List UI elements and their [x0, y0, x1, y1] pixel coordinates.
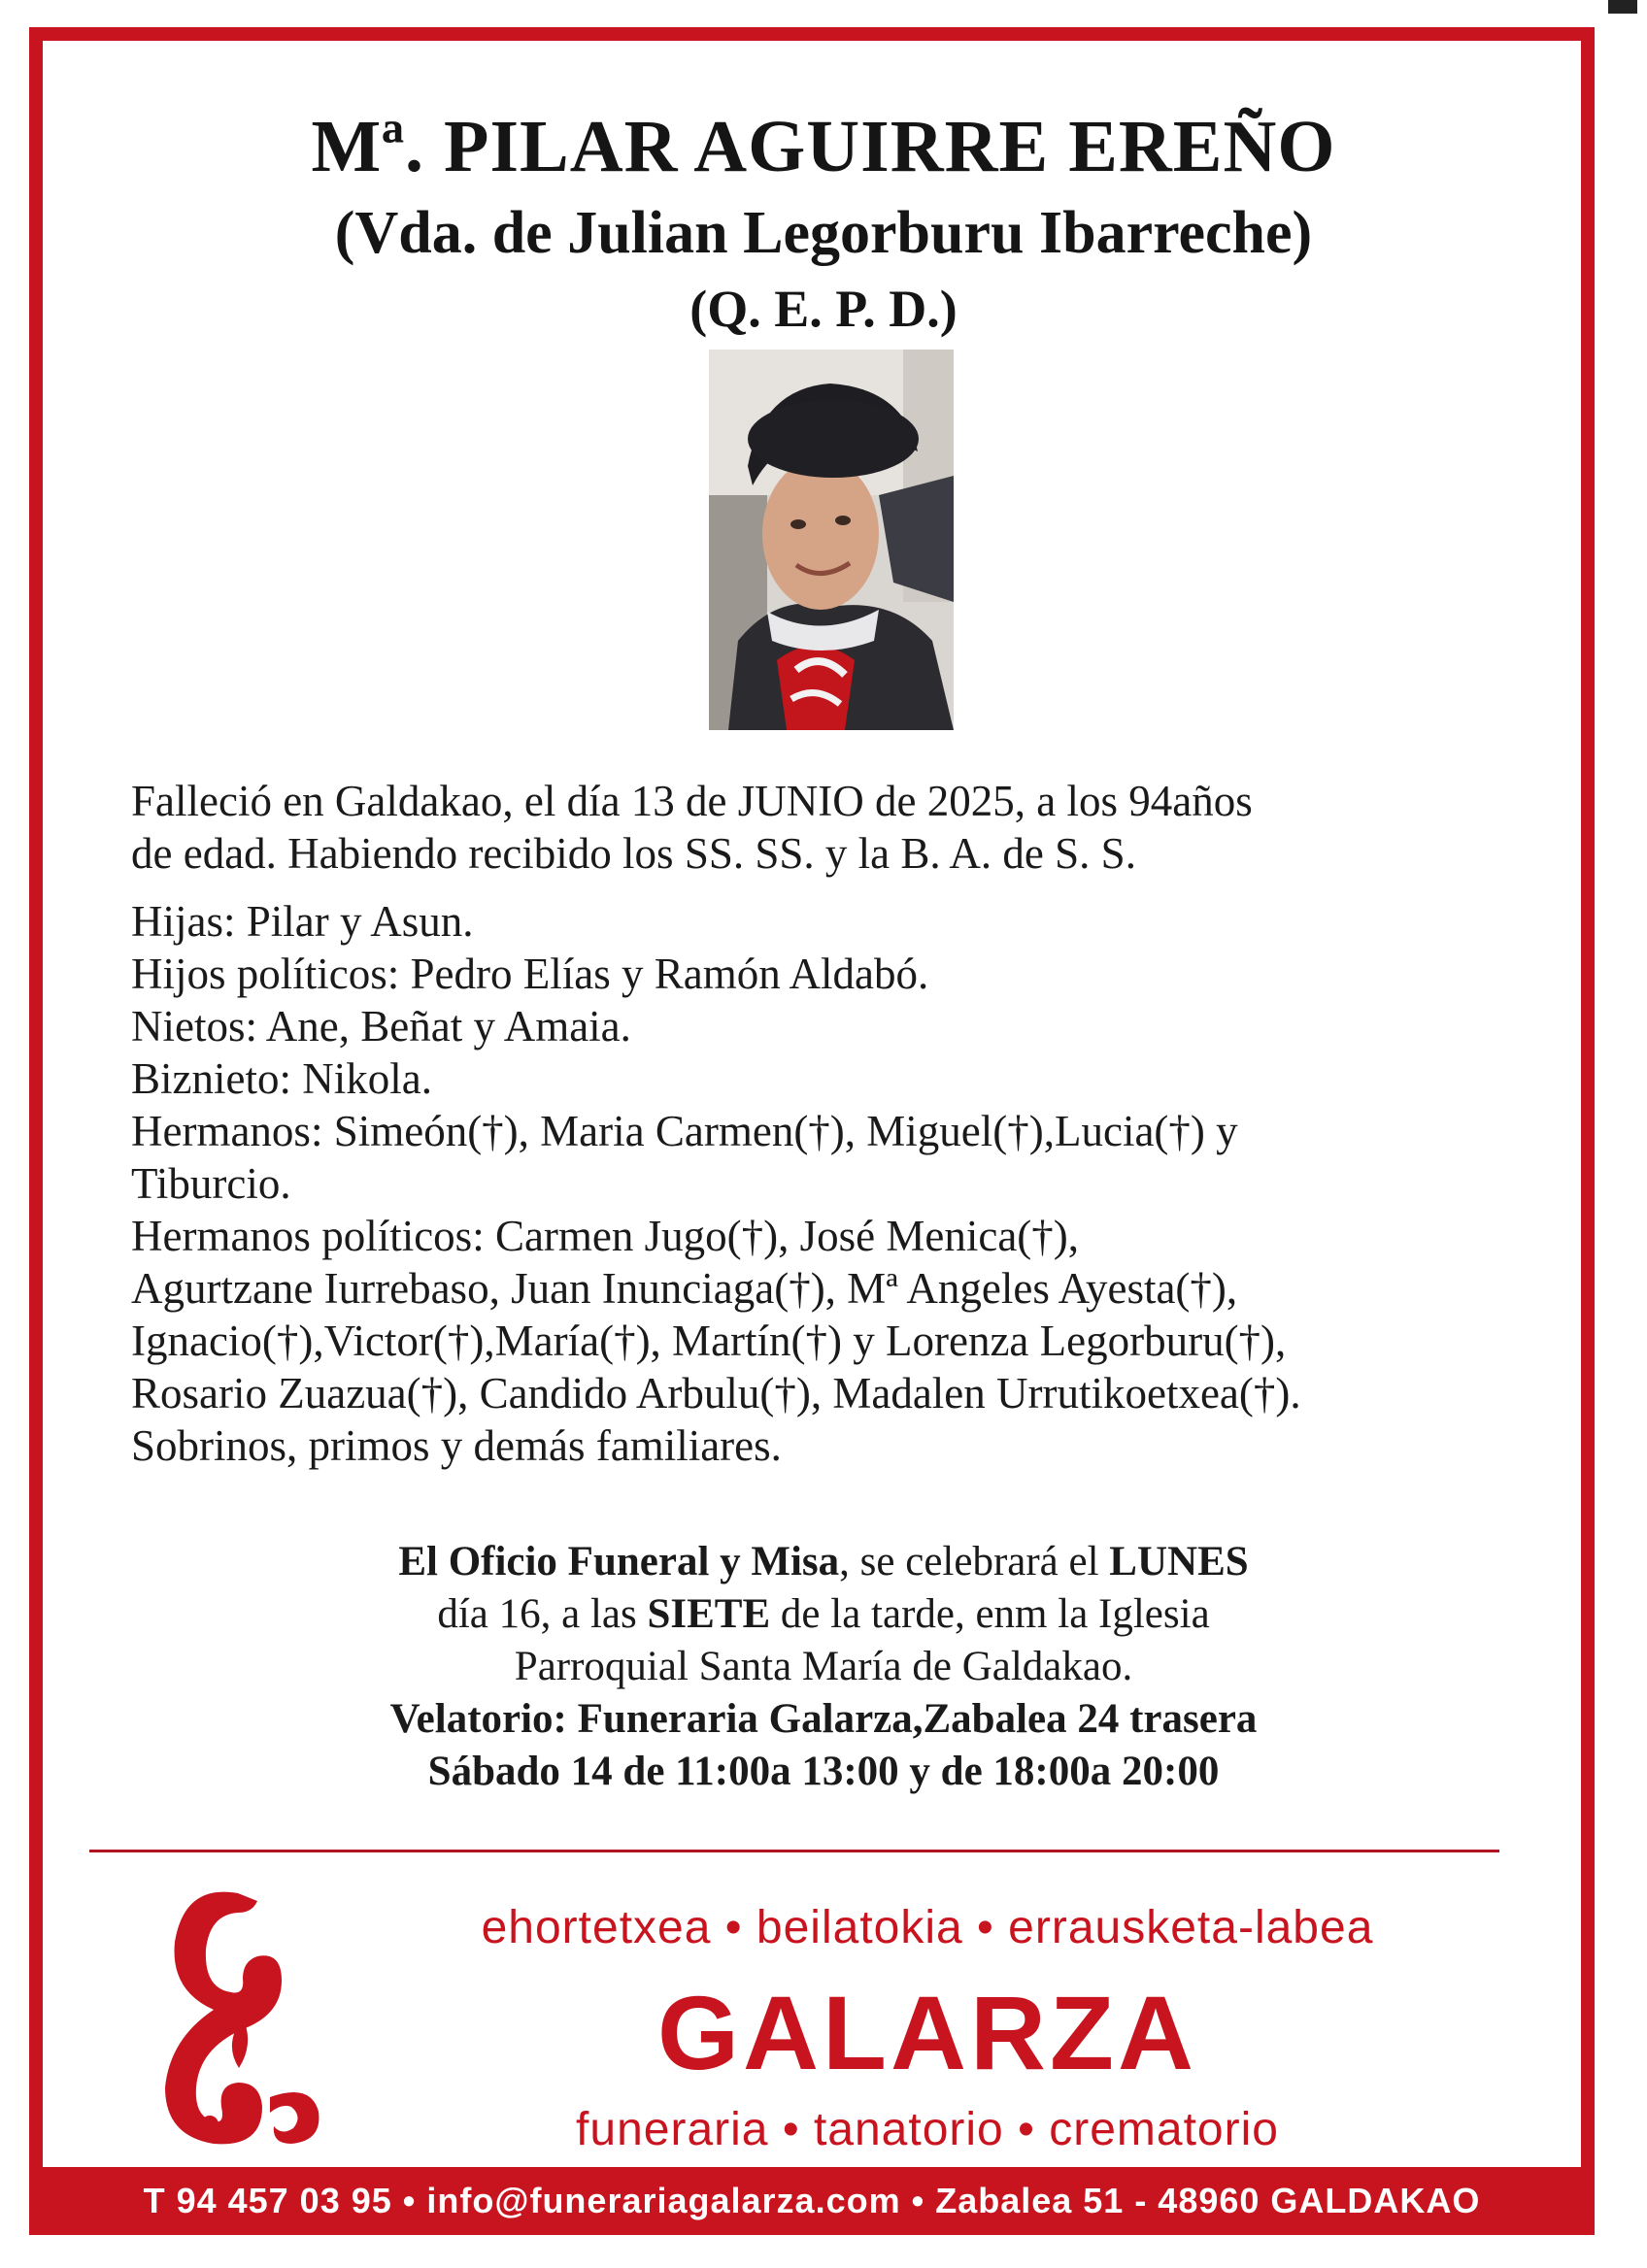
funeral-day: LUNES — [1109, 1539, 1249, 1584]
company-name: GALARZA — [657, 1974, 1197, 2091]
deceased-name: Mª. PILAR AGUIRRE EREÑO — [311, 106, 1336, 187]
family-line: Rosario Zuazua(†), Candido Arbulu(†), Madalen Urrutikoetxea(†). — [131, 1369, 1301, 1418]
funeral-hour: SIETE — [647, 1591, 771, 1637]
family-line: Hijas: Pilar y Asun. — [131, 897, 474, 946]
family-line: Tiburcio. — [131, 1159, 291, 1208]
wake-location-text: Velatorio: Funeraria Galarza,Zabalea 24 trasera — [389, 1696, 1258, 1742]
wake-location — [0, 1693, 1647, 1746]
funeral-service-label: El Oficio Funeral y Misa — [398, 1539, 840, 1584]
wake-hours-text: Sábado 14 de 11:00a 13:00 y de 18:00a 20:00 — [427, 1749, 1220, 1794]
funeral-line-2 — [0, 1588, 1647, 1641]
widow-of-line: (Vda. de Julian Legorburu Ibarreche) — [334, 200, 1313, 266]
family-line: Hermanos: Simeón(†), Maria Carmen(†), Miguel(†),Lucia(†) y — [131, 1107, 1238, 1155]
family-line: Hijos políticos: Pedro Elías y Ramón Aldabó. — [131, 950, 929, 998]
family-line: Agurtzane Iurrebaso, Juan Inunciaga(†), Mª Angeles Ayesta(†), — [131, 1264, 1238, 1313]
contact-footer: T 94 457 03 95 • info@funerariagalarza.com • Zabalea 51 - 48960 GALDAKAO — [29, 2167, 1595, 2235]
family-line: Sobrinos, primos y demás familiares. — [131, 1421, 782, 1470]
rip-line: (Q. E. P. D.) — [689, 280, 958, 338]
services-spanish: funeraria • tanatorio • crematorio — [576, 2104, 1279, 2155]
funeral-text: día 16, a las — [437, 1591, 648, 1637]
death-notice-line-2: de edad. Habiendo recibido los SS. SS. y la B. A. de S. S. — [131, 829, 1136, 878]
divider-line — [89, 1850, 1499, 1852]
funeral-text: , se celebrará el — [839, 1539, 1110, 1584]
funeral-details — [0, 1536, 1647, 1798]
galarza-logo-icon — [146, 1874, 350, 2155]
scan-mark — [1608, 0, 1637, 14]
funeral-text: de la tarde, enm la Iglesia — [770, 1591, 1210, 1637]
family-line: Hermanos políticos: Carmen Jugo(†), José Menica(†), — [131, 1212, 1080, 1260]
services-basque: ehortetxea • beilatokia • errausketa-labea — [481, 1902, 1374, 1953]
death-notice-line-1: Falleció en Galdakao, el día 13 de JUNIO de 2025, a los 94años — [131, 777, 1253, 825]
funeral-line-3: Parroquial Santa María de Galdakao. — [514, 1644, 1133, 1689]
family-line: Ignacio(†),Victor(†),María(†), Martín(†) y Lorenza Legorburu(†), — [131, 1317, 1287, 1365]
family-line: Nietos: Ane, Beñat y Amaia. — [131, 1002, 631, 1051]
portrait-photo — [709, 350, 954, 730]
wake-hours — [0, 1746, 1647, 1798]
funeral-line-1 — [0, 1536, 1647, 1588]
obituary-body — [131, 775, 1491, 1472]
family-line: Biznieto: Nikola. — [131, 1054, 432, 1103]
